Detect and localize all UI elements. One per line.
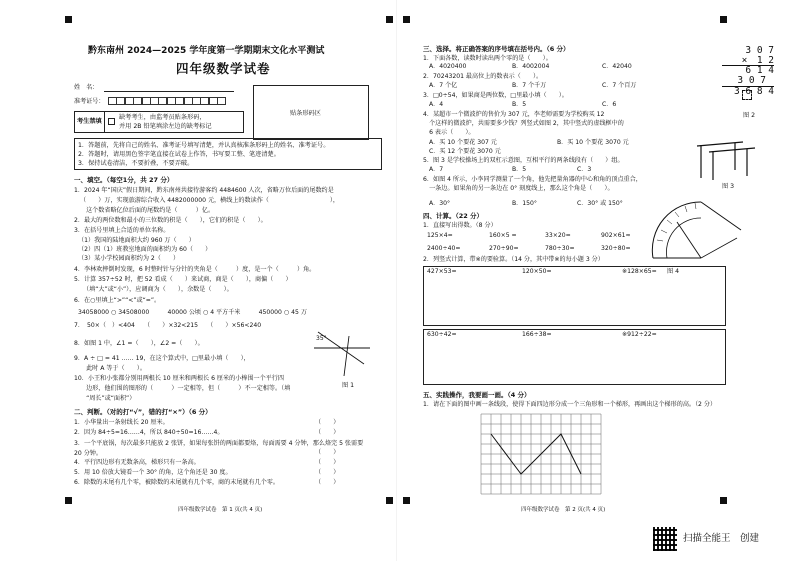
question-5a: 5．计算 357÷52 时，把 52 看成（ ）来试商，商是（ ），商偏（ ） xyxy=(74,276,292,283)
choice-4-option-a[interactable]: A．买 10 个要花 307 元 xyxy=(429,139,497,146)
corner-mark xyxy=(386,16,393,23)
question-2: 2．最大的两位数和最小的三位数的积是（ ），它们的积是（ ）。 xyxy=(74,217,267,224)
calc-2a: 427×53= xyxy=(427,268,457,275)
corner-mark xyxy=(403,497,410,504)
section-judge-title: 二、判断。（对的打“√”，错的打“×”）（6 分） xyxy=(74,408,212,416)
judge-answer-paren[interactable]: （ ） xyxy=(315,459,340,466)
question-1a: 1．2024 年“国庆”假日期间，黔东南州共接待游客约 4484600 人次，省略万位后面的尾数约是 xyxy=(74,187,334,194)
ban-note-2: 并用 2B 铅笔填涂左边的缺考标记 xyxy=(119,123,212,130)
notice-3: 3．保持试卷清洁，不要折叠，不要弄破。 xyxy=(78,160,194,167)
choice-6-option-a[interactable]: A．30° xyxy=(429,200,451,207)
answer-area-row-2[interactable] xyxy=(423,329,726,385)
notice-box xyxy=(74,138,382,170)
choice-5: 5．图 3 是学校操场上的双杠示意图，互相平行的两条线段有（ ）组。 xyxy=(423,157,624,164)
choice-4c: 6 表示（ ）。 xyxy=(423,129,475,136)
corner-mark xyxy=(720,497,727,504)
page-right xyxy=(397,0,794,561)
choice-1: 1．下面各数，读数时读出两个零的是（ ）。 xyxy=(423,55,552,62)
answer-area-row-1[interactable] xyxy=(423,266,726,326)
figure-3-label: 图 3 xyxy=(722,183,735,190)
choice-5b[interactable]: B．5 xyxy=(512,166,527,173)
exam-main-title: 四年级数学试卷 xyxy=(176,61,271,76)
question-10b: 边形，他们围的图形的（ ）一定相等，但（ ）不一定相等。（填 xyxy=(80,385,291,392)
judge-2: 2．因为 84÷5=16……4，所以 840÷50=16……4。 xyxy=(74,429,224,436)
question-5b: （填“大”或“小”），应调商为（ ），余数是（ ）。 xyxy=(80,286,233,293)
choice-5a[interactable]: A．7 xyxy=(429,166,444,173)
choice-2a[interactable]: A．7 个亿 xyxy=(429,82,458,89)
question-8: 8．如图 1 中，∠1 =（ ），∠2 =（ ）。 xyxy=(74,340,204,347)
mult-row-1: 3 0 7 xyxy=(745,45,774,56)
figure-4-protractor xyxy=(645,192,745,264)
choice-2: 2．70243201 最高位上的数表示（ ）。 xyxy=(423,73,543,80)
choice-6a: 6．如图 4 所示，小李同学测量了一个角，他先把量角器的中心和角的顶点重合， xyxy=(423,176,642,183)
notice-1: 1．答题前，先将自己的姓名、准考证号填写清楚，并认真核准条形码上的姓名、准考证号。 xyxy=(78,142,330,149)
question-7: 7． 50×（ ）<404 （ ）×32<215 （ ）×56<240 xyxy=(74,322,262,329)
corner-mark xyxy=(65,16,72,23)
question-3c: （3）某小学校园面积约为 2（ ） xyxy=(78,255,180,262)
name-label: 姓 名： xyxy=(74,84,99,91)
calc-1-r2b: 270÷90= xyxy=(489,245,519,252)
choice-4-option-b[interactable]: B．买 10 个要花 3070 元 xyxy=(557,139,629,146)
choice-2c[interactable]: C．7 个百万 xyxy=(602,82,637,89)
calc-2f: ※912÷22= xyxy=(622,331,657,338)
name-field[interactable] xyxy=(104,91,234,92)
choice-6b: 一条边。如果角的另一条边在 0° 刻度线上，那么这个角是（ ）。 xyxy=(423,185,614,192)
question-9a: 9．A ÷ □ = 41 …… 19，在这个算式中，□里最小填（ ）， xyxy=(74,355,250,362)
question-9b: 此时 A 等于（ ）。 xyxy=(80,365,146,372)
calc-2b: 120×50= xyxy=(522,268,552,275)
calc-2d: 630÷42= xyxy=(427,331,457,338)
question-3: 3．在括号里填上合适的单位名称。 xyxy=(74,227,170,234)
choice-3a[interactable]: A．4 xyxy=(429,101,444,108)
ban-label: 考生禁填 xyxy=(77,118,102,125)
corner-mark xyxy=(386,497,393,504)
section-calculation-title: 四、计算。（22 分） xyxy=(423,212,484,220)
choice-4-option-c[interactable]: C．买 12 个要花 3070 元 xyxy=(429,148,501,155)
question-6: 6．在○里填上“>”“<”或“=”。 xyxy=(74,297,161,304)
ban-note-1: 缺考考生，由监考员贴条形码， xyxy=(119,114,206,121)
absent-mark-box xyxy=(74,111,244,133)
calc-1-title: 1．直接写出得数。（8 分） xyxy=(423,222,497,229)
ticket-number-cells[interactable] xyxy=(108,97,226,105)
judge-3: 3．一个平底锅，每次最多只能放 2 张饼，如果每张饼的两面都要烙，每面需要 4 分钟，那么烙完 5 张需要 20 分钟。 xyxy=(74,440,364,457)
calc-1-r2d: 320÷80= xyxy=(601,245,631,252)
calc-2c: ※128×65= xyxy=(622,268,657,275)
figure-4-label: 图 4 xyxy=(667,268,680,275)
choice-3b[interactable]: B．5 xyxy=(512,101,527,108)
question-10c: “周长”或“面积”） xyxy=(80,395,136,402)
calc-1-r2a: 2400÷40= xyxy=(427,245,461,252)
corner-mark xyxy=(720,16,727,23)
calc-1-r1d: 902×61≈ xyxy=(601,232,631,239)
drawing-grid[interactable] xyxy=(479,412,603,496)
dashed-box-highlight xyxy=(742,90,752,100)
judge-4: 4．平行四边形有无数条高，梯形只有一条高。 xyxy=(74,459,200,466)
page-footer: 四年级数学试卷 第 1 页(共 4 页) xyxy=(178,507,263,513)
choice-6-option-b[interactable]: B．150° xyxy=(512,200,537,207)
question-4: 4．李林欢摔倒时发现，6 时整时针与分针的夹角是（ ）度，是一个（ ）角。 xyxy=(74,266,316,273)
calc-1-r1a: 125×4= xyxy=(427,232,453,239)
judge-5: 5．用 10 倍放大镜看一个 30° 的角，这个角还是 30 度。 xyxy=(74,469,232,476)
figure-2-label: 图 2 xyxy=(743,112,756,119)
ticket-label: 准考证号： xyxy=(74,98,105,105)
mult-row-5: 3 6 8 4 xyxy=(733,85,774,97)
barcode-sticker-area xyxy=(253,85,369,140)
calc-1-r1c: 33×20= xyxy=(545,232,571,239)
section-drawing-title: 五、实践操作，我要画一画。（4 分） xyxy=(423,391,531,399)
section-choice-title: 三、选择。将正确答案的序号填在括号内。（6 分） xyxy=(423,45,570,53)
divider xyxy=(104,112,105,132)
choice-4b: 个这样的微波炉，共需要多少钱？列竖式如图 2，其中竖式的虚线框中的 xyxy=(423,120,624,127)
figure-1-label: 图 1 xyxy=(342,382,355,389)
question-1c: 这个数省略亿位后面的尾数约是（ ）亿。 xyxy=(80,207,215,214)
calc-2e: 166÷38= xyxy=(522,331,552,338)
judge-answer-paren[interactable]: （ ） xyxy=(315,479,340,486)
judge-answer-paren[interactable]: （ ） xyxy=(315,469,340,476)
drawing-question-1: 1．请在下面的图中画一条线段，使得下面四边形分成一个三角形和一个梯形，再画出这个梯形的高。（2 分） xyxy=(423,401,717,408)
choice-2b[interactable]: B．7 个千万 xyxy=(512,82,547,89)
question-3a: （1）我国的陆地面积大约 960 万（ ） xyxy=(78,237,195,244)
mult-row-3: 6 1 4 xyxy=(745,65,774,77)
figure-3-parallel-bars xyxy=(695,138,757,182)
judge-1: 1．小华量出一条射线长 20 厘米。 xyxy=(74,419,169,426)
corner-mark xyxy=(65,497,72,504)
qr-code-icon xyxy=(653,527,677,551)
judge-answer-paren[interactable]: （ ） xyxy=(315,449,340,456)
choice-1b[interactable]: B．4002004 xyxy=(512,63,550,70)
choice-1a[interactable]: A．4020400 xyxy=(429,63,467,70)
choice-1c[interactable]: C．42040 xyxy=(602,63,632,70)
question-6a: 34058000 ○ 34508000 40000 公顷 ○ 4 平方千米 450000 ○ 45 万 xyxy=(78,309,307,316)
calc-2-title: 2．列竖式计算，带※的要验算。（14 分，其中带※的每小题 3 分） xyxy=(423,256,604,263)
mult-row-2: × 1 2 xyxy=(722,56,774,67)
calc-1-r1b: 160×5 = xyxy=(489,232,517,239)
choice-3c[interactable]: C．6 xyxy=(602,101,617,108)
judge-answer-paren[interactable]: （ ） xyxy=(315,419,340,426)
scanner-watermark: 扫描全能王 创建 xyxy=(683,533,760,544)
angle-35-label: 35° xyxy=(316,335,327,342)
calc-1-r2c: 780÷30= xyxy=(545,245,575,252)
exam-header-title: 黔东南州 2024—2025 学年度第一学期期末文化水平测试 xyxy=(88,46,325,56)
corner-mark xyxy=(403,16,410,23)
page-footer: 四年级数学试卷 第 2 页(共 4 页) xyxy=(521,507,606,513)
figure-2-vertical-multiplication xyxy=(722,46,774,96)
absent-checkbox[interactable] xyxy=(108,118,115,125)
section-fill-blank-title: 一、填空。（每空1分，共 27 分） xyxy=(74,176,174,184)
question-3b: （2）四（1）班教室地面的面积约为 60（ ） xyxy=(78,246,212,253)
choice-3: 3．□0÷54，如果商是两位数，□里最小填（ ）。 xyxy=(423,92,568,99)
sticker-label: 贴条形码区 xyxy=(290,110,321,117)
question-1b: （ ）万，实现旅游综合收入 4482000000 元，横线上的数读作（ ）， xyxy=(80,197,339,204)
choice-4a: 4．某超市一个微波炉的售价为 307 元，李老师需要为学校购买 12 xyxy=(423,111,605,118)
judge-answer-paren[interactable]: （ ） xyxy=(315,429,340,436)
question-10a: 10．小王和小张都分别用两根长 10 厘米和两根长 6 厘米的小棒围一个平行四 xyxy=(74,375,284,382)
choice-5c[interactable]: C．3 xyxy=(577,166,592,173)
mult-row-4: 3 0 7 xyxy=(722,76,774,87)
judge-6: 6．除数的末尾有几个零，被除数的末尾就有几个零，商的末尾就有几个零。 xyxy=(74,479,279,486)
choice-6-option-c[interactable]: C．30° 或 150° xyxy=(577,200,623,207)
notice-2: 2．答题时，请用黑色签字笔直接在试卷上作答，书写要工整、笔迹清楚。 xyxy=(78,151,280,158)
